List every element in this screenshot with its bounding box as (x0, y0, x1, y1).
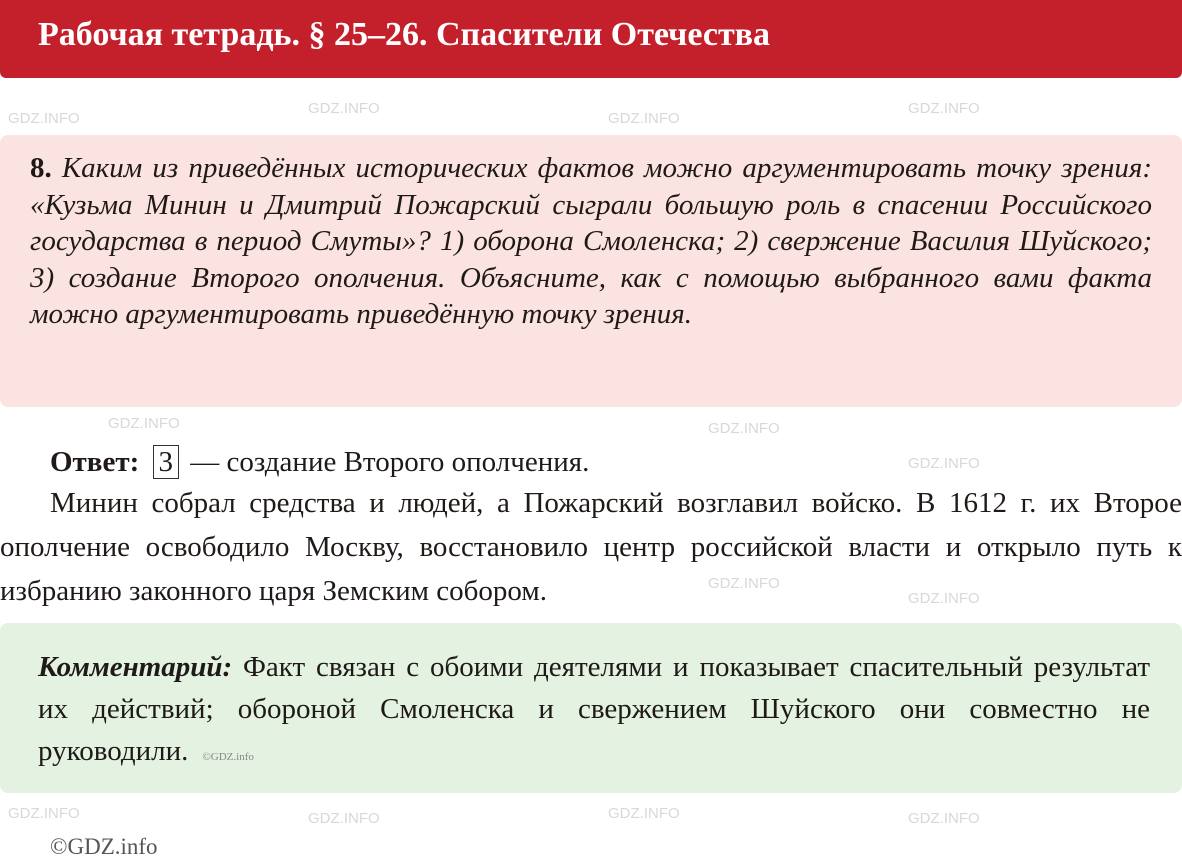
answer-explanation: Минин собрал средства и людей, а Пожарский возглавил войско. В 1612 г. их Второе ополчение освободило Москву, восстановило центр российской власти и открыло путь к избранию законного царя Земским собором. (0, 487, 1182, 607)
watermark: GDZ.INFO (708, 575, 780, 592)
watermark: GDZ.INFO (8, 805, 80, 822)
comment-watermark: ©GDZ.info (202, 751, 254, 763)
page-title: Рабочая тетрадь. § 25–26. Спасители Отечества (38, 16, 771, 53)
watermark: GDZ.INFO (608, 805, 680, 822)
question-number: 8. (30, 152, 52, 184)
comment-label: Комментарий: (38, 651, 233, 683)
watermark: GDZ.INFO (308, 810, 380, 827)
watermark: GDZ.INFO (708, 420, 780, 437)
watermark: GDZ.INFO (908, 455, 980, 472)
watermark: GDZ.INFO (308, 100, 380, 117)
footer-copyright: ©GDZ.info (50, 834, 158, 859)
answer-text: — создание Второго ополчения. (190, 446, 590, 478)
watermark: GDZ.INFO (908, 810, 980, 827)
comment-body: Факт связан с обоими деятелями и показывает спасительный результат их действий; обороной Смоленска и свержением Шуйского они совместно не руководили. (38, 651, 1151, 767)
watermark: GDZ.INFO (908, 590, 980, 607)
watermark: GDZ.INFO (108, 415, 180, 432)
answer-line (50, 444, 589, 480)
question-text (30, 150, 1152, 333)
watermark: GDZ.INFO (908, 100, 980, 117)
watermark: GDZ.INFO (608, 110, 680, 127)
question-body: Каким из приведённых исторических фактов можно аргументировать точку зрения: «Кузьма Минин и Дмитрий Пожарский сыграли большую роль в спасении Российского государства в период Смуты»? 1) оборона Смоленска; 2) свержение Василия Шуйского; 3) создание Второго ополчения. Объясните, как с помощью выбранного вами факта можно аргументировать приведённую точку зрения. (30, 152, 1152, 330)
answer-label: Ответ: (50, 446, 140, 478)
answer-value-box: 3 (153, 445, 180, 479)
comment-text (38, 646, 1150, 778)
watermark: GDZ.INFO (8, 110, 80, 127)
